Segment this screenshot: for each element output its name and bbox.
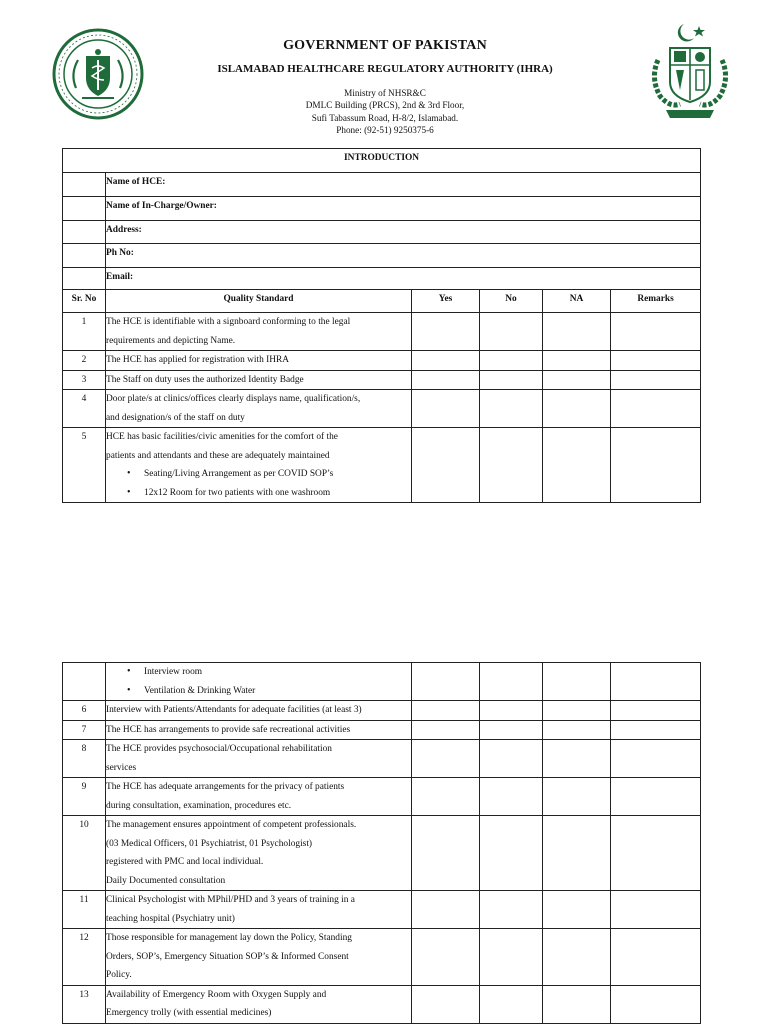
- yes-cell[interactable]: [412, 701, 480, 721]
- table-row: [63, 701, 701, 721]
- sr-no-cell: 8: [63, 740, 106, 778]
- intro-heading-row: [63, 149, 701, 173]
- table-row: [63, 816, 701, 891]
- address-block: [150, 87, 620, 136]
- yes-cell[interactable]: [412, 663, 480, 701]
- yes-cell[interactable]: [412, 370, 480, 390]
- table-row: [63, 390, 701, 428]
- remarks-cell[interactable]: [611, 701, 701, 721]
- yes-cell[interactable]: [412, 390, 480, 428]
- address-line: Sufi Tabassum Road, H-8/2, Islamabad.: [311, 112, 459, 123]
- sr-no-cell: 1: [63, 313, 106, 351]
- bullet-item: • 12x12 Room for two patients with one washroom: [144, 484, 411, 503]
- standard-text-line: Availability of Emergency Room with Oxygen Supply and: [106, 989, 327, 1000]
- sr-no-cell: 10: [63, 816, 106, 891]
- no-cell[interactable]: [480, 351, 543, 371]
- standard-text-line: The Staff on duty uses the authorized Identity Badge: [106, 374, 304, 385]
- bullet-list: [106, 663, 411, 700]
- no-cell[interactable]: [480, 816, 543, 891]
- standard-text-line: services: [106, 762, 137, 773]
- yes-cell[interactable]: [412, 985, 480, 1023]
- bullet-item: • Interview room: [144, 663, 411, 682]
- table-row: [63, 985, 701, 1023]
- yes-cell[interactable]: [412, 313, 480, 351]
- no-cell[interactable]: [480, 701, 543, 721]
- remarks-cell[interactable]: [611, 351, 701, 371]
- no-cell[interactable]: [480, 390, 543, 428]
- checklist-table-page1: [62, 148, 701, 503]
- standard-text-line: The management ensures appointment of competent professionals.: [106, 820, 357, 830]
- standard-text-line: Orders, SOP’s, Emergency Situation SOP’s & Informed Consent: [106, 951, 349, 962]
- standard-text-line: Daily Documented consultation: [106, 875, 226, 886]
- quality-standard-cell: [106, 816, 412, 891]
- standard-text-line: requirements and depicting Name.: [106, 335, 236, 346]
- quality-standard-cell: [106, 663, 412, 701]
- na-cell[interactable]: [543, 891, 611, 929]
- field-email: Email:: [106, 268, 701, 290]
- sr-no-cell: 12: [63, 929, 106, 986]
- yes-cell[interactable]: [412, 778, 480, 816]
- quality-standard-cell: [106, 390, 412, 428]
- na-cell[interactable]: [543, 740, 611, 778]
- standard-text-line: teaching hospital (Psychiatry unit): [106, 913, 235, 924]
- remarks-cell[interactable]: [611, 428, 701, 503]
- no-cell[interactable]: [480, 985, 543, 1023]
- remarks-cell[interactable]: [611, 816, 701, 891]
- table-row: [63, 663, 701, 701]
- remarks-cell[interactable]: [611, 929, 701, 986]
- standard-text-line: HCE has basic facilities/civic amenities for the comfort of the: [106, 432, 338, 442]
- remarks-cell[interactable]: [611, 720, 701, 740]
- sr-no-cell: 3: [63, 370, 106, 390]
- table-row: [63, 891, 701, 929]
- sr-no-cell: 4: [63, 390, 106, 428]
- sr-no-cell: 9: [63, 778, 106, 816]
- standard-text-line: and designation/s of the staff on duty: [106, 412, 245, 423]
- table-row: [63, 740, 701, 778]
- sr-no-cell: 5: [63, 428, 106, 503]
- col-header-yes: Yes: [412, 290, 480, 313]
- na-cell[interactable]: [543, 778, 611, 816]
- no-cell[interactable]: [480, 370, 543, 390]
- bullet-list: [106, 465, 411, 502]
- remarks-cell[interactable]: [611, 663, 701, 701]
- table-row: [63, 313, 701, 351]
- na-cell[interactable]: [543, 720, 611, 740]
- table-row: [63, 929, 701, 986]
- address-line: DMLC Building (PRCS), 2nd & 3rd Floor,: [305, 100, 465, 111]
- col-header-remarks: Remarks: [611, 290, 701, 313]
- col-header-na: NA: [543, 290, 611, 313]
- na-cell[interactable]: [543, 390, 611, 428]
- no-cell[interactable]: [480, 663, 543, 701]
- intro-heading: INTRODUCTION: [63, 149, 701, 173]
- standard-text-line: The HCE has applied for registration with IHRA: [106, 355, 290, 365]
- na-cell[interactable]: [543, 985, 611, 1023]
- quality-standard-cell: [106, 778, 412, 816]
- authority-title: ISLAMABAD HEALTHCARE REGULATORY AUTHORITY (IHRA): [217, 63, 553, 75]
- intro-field-row: [63, 173, 701, 197]
- field-phone: Ph No:: [106, 244, 701, 268]
- sr-no-cell: 6: [63, 701, 106, 721]
- intro-field-row: [63, 221, 701, 244]
- ihra-seal-logo: [52, 28, 144, 120]
- quality-standard-cell: [106, 929, 412, 986]
- no-cell[interactable]: [480, 778, 543, 816]
- col-header-sr-no: Sr. No: [63, 290, 106, 313]
- address-line: Phone: (92-51) 9250375-6: [336, 124, 434, 135]
- no-cell[interactable]: [480, 720, 543, 740]
- government-title: GOVERNMENT OF PAKISTAN: [283, 38, 487, 53]
- intro-field-row: [63, 197, 701, 221]
- table-row: [63, 720, 701, 740]
- quality-standard-cell: [106, 740, 412, 778]
- quality-standard-cell: [106, 351, 412, 371]
- standard-text-line: patients and attendants and these are adequately maintained: [106, 450, 330, 461]
- yes-cell[interactable]: [412, 891, 480, 929]
- na-cell[interactable]: [543, 701, 611, 721]
- address-line: Ministry of NHSR&C: [344, 88, 426, 98]
- letterhead: [150, 38, 620, 136]
- standard-text-line: (03 Medical Officers, 01 Psychiatrist, 01 Psychologist): [106, 838, 313, 849]
- standard-text-line: The HCE has adequate arrangements for the privacy of patients: [106, 782, 345, 792]
- standard-text-line: Policy.: [106, 970, 132, 980]
- standard-text-line: The HCE has arrangements to provide safe recreational activities: [106, 724, 351, 735]
- quality-standard-cell: [106, 428, 412, 503]
- no-cell[interactable]: [480, 929, 543, 986]
- standard-text-line: Door plate/s at clinics/offices clearly displays name, qualification/s,: [106, 394, 361, 404]
- table-row: [63, 370, 701, 390]
- remarks-cell[interactable]: [611, 778, 701, 816]
- table-row: [63, 351, 701, 371]
- quality-standard-cell: [106, 985, 412, 1023]
- yes-cell[interactable]: [412, 816, 480, 891]
- no-cell[interactable]: [480, 891, 543, 929]
- sr-no-cell: 7: [63, 720, 106, 740]
- checklist-table-page2: [62, 662, 701, 1024]
- yes-cell[interactable]: [412, 929, 480, 986]
- field-name-of-hce: Name of HCE:: [106, 173, 701, 197]
- standard-text-line: registered with PMC and local individual.: [106, 857, 264, 867]
- field-address: Address:: [106, 221, 701, 244]
- standard-text-line: Those responsible for management lay down the Policy, Standing: [106, 933, 352, 943]
- table-row: [63, 428, 701, 503]
- standard-text-line: The HCE provides psychosocial/Occupational rehabilitation: [106, 744, 332, 754]
- na-cell[interactable]: [543, 929, 611, 986]
- sr-no-cell: [63, 663, 106, 701]
- no-cell[interactable]: [480, 428, 543, 503]
- yes-cell[interactable]: [412, 351, 480, 371]
- na-cell[interactable]: [543, 816, 611, 891]
- na-cell[interactable]: [543, 313, 611, 351]
- na-cell[interactable]: [543, 663, 611, 701]
- col-header-quality-standard: Quality Standard: [106, 290, 412, 313]
- yes-cell[interactable]: [412, 428, 480, 503]
- remarks-cell[interactable]: [611, 985, 701, 1023]
- yes-cell[interactable]: [412, 740, 480, 778]
- remarks-cell[interactable]: [611, 370, 701, 390]
- remarks-cell[interactable]: [611, 740, 701, 778]
- standard-text-line: Clinical Psychologist with MPhil/PHD and 3 years of training in a: [106, 895, 355, 905]
- na-cell[interactable]: [543, 428, 611, 503]
- col-header-no: No: [480, 290, 543, 313]
- na-cell[interactable]: [543, 370, 611, 390]
- sr-no-cell: 11: [63, 891, 106, 929]
- quality-standard-cell: [106, 701, 412, 721]
- standard-text-line: The HCE is identifiable with a signboard conforming to the legal: [106, 317, 351, 327]
- table-row: [63, 778, 701, 816]
- pakistan-emblem-logo: [644, 20, 736, 124]
- standard-text-line: Emergency trolly (with essential medicines): [106, 1008, 272, 1018]
- bullet-item: • Seating/Living Arrangement as per COVID SOP’s: [144, 465, 411, 484]
- sr-no-cell: 2: [63, 351, 106, 371]
- quality-standard-cell: [106, 891, 412, 929]
- quality-standard-cell: [106, 720, 412, 740]
- bullet-item: • Ventilation & Drinking Water: [144, 682, 411, 701]
- quality-standard-cell: [106, 370, 412, 390]
- yes-cell[interactable]: [412, 720, 480, 740]
- no-cell[interactable]: [480, 313, 543, 351]
- intro-field-row: [63, 244, 701, 268]
- quality-standard-cell: [106, 313, 412, 351]
- remarks-cell[interactable]: [611, 313, 701, 351]
- standard-text-line: during consultation, examination, procedures etc.: [106, 800, 292, 811]
- remarks-cell[interactable]: [611, 891, 701, 929]
- na-cell[interactable]: [543, 351, 611, 371]
- no-cell[interactable]: [480, 740, 543, 778]
- column-header-row: [63, 290, 701, 313]
- intro-field-row: [63, 268, 701, 290]
- sr-no-cell: 13: [63, 985, 106, 1023]
- field-in-charge-owner: Name of In-Charge/Owner:: [106, 197, 701, 221]
- standard-text-line: Interview with Patients/Attendants for adequate facilities (at least 3): [106, 705, 362, 715]
- remarks-cell[interactable]: [611, 390, 701, 428]
